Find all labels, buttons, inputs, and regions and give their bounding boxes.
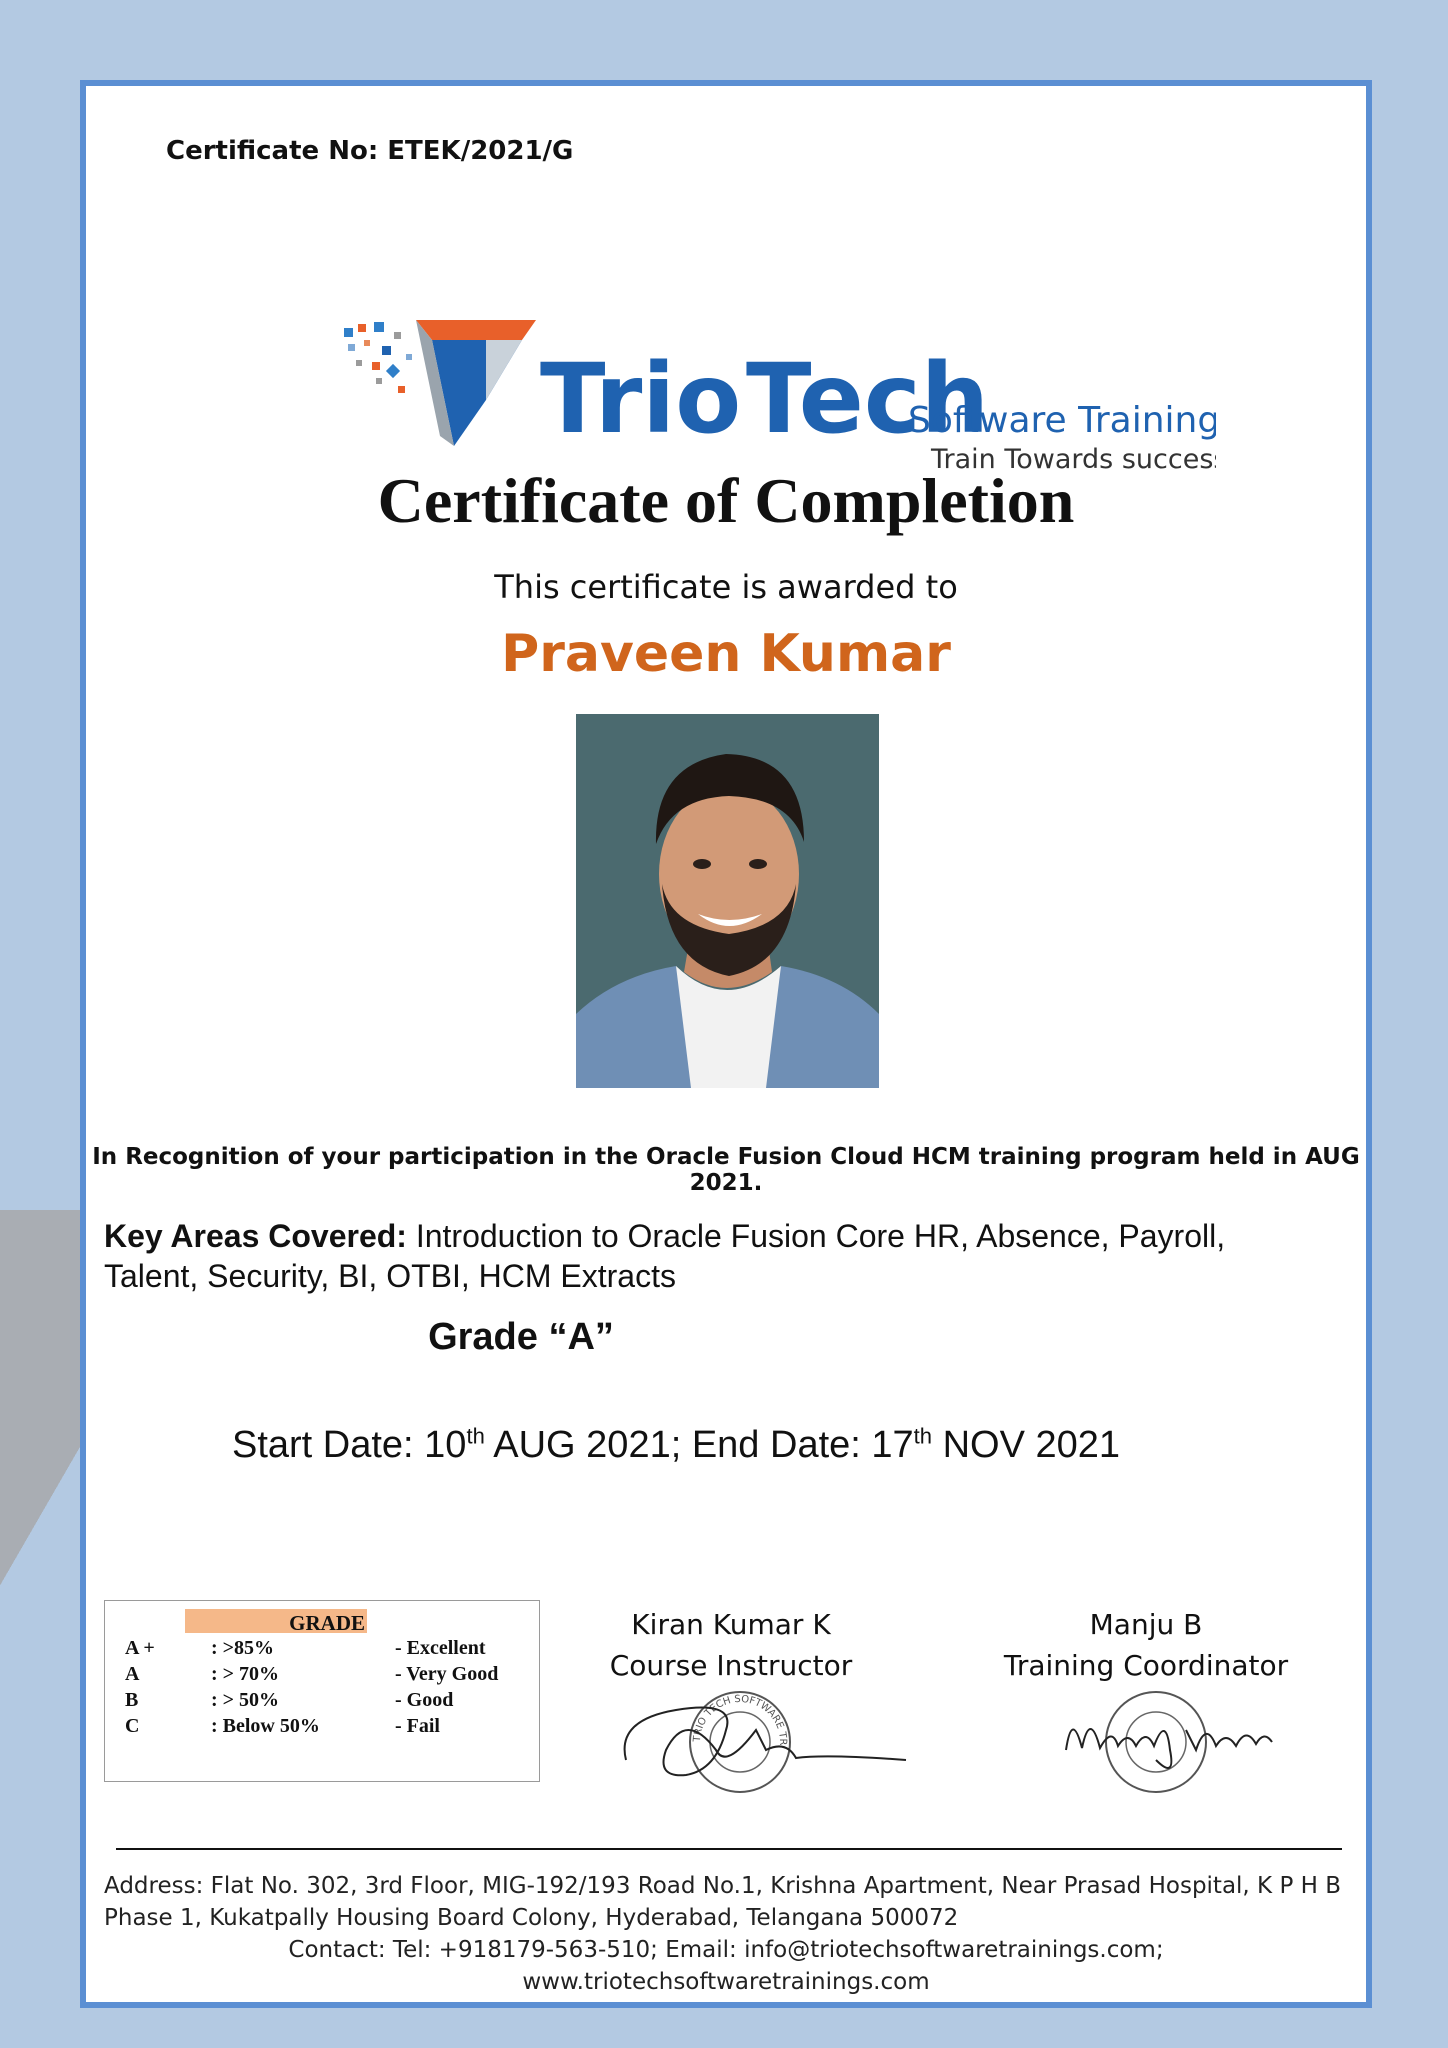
end-date-suffix: th (913, 1423, 933, 1449)
footer-divider (116, 1848, 1342, 1850)
signatory-name: Kiran Kumar K (631, 1608, 831, 1641)
logo-sub-text: Software Trainings (908, 400, 1216, 441)
certificate-number: Certificate No: ETEK/2021/G (166, 136, 574, 166)
start-date-label: Start Date: 10 (231, 1424, 467, 1466)
recognition-statement: In Recognition of your participation in the Oracle Fusion Cloud HCM training program held in AUG 2021. (92, 1144, 1360, 1196)
grade-row: C : Below 50% - Fail (125, 1715, 440, 1737)
signatory-instructor (586, 1604, 876, 1686)
grade-legend-header: GRADE (185, 1609, 367, 1633)
background-shadow (0, 1210, 80, 2010)
signatory-coordinator (996, 1604, 1296, 1686)
coordinator-signature (1046, 1690, 1296, 1800)
svg-text:Tech: Tech (746, 343, 990, 455)
course-dates (86, 1424, 1266, 1467)
contact-details: Contact: Tel: +918179-563-510; Email: info@triotechsoftwaretrainings.com; (288, 1937, 1164, 1963)
grade-awarded: Grade “A” (428, 1316, 614, 1358)
key-areas-covered (104, 1216, 1264, 1296)
signatory-name: Manju B (1089, 1608, 1203, 1641)
grade-row: A + : >85% - Excellent (125, 1637, 486, 1659)
end-date-value: NOV 2021 (932, 1424, 1121, 1466)
footer-contact (86, 1934, 1366, 1998)
stamp-text: TRIO TECH SOFTWARE TR (691, 1693, 789, 1746)
website-link: www.triotechsoftwaretrainings.com (522, 1969, 930, 1995)
footer-address: Address: Flat No. 302, 3rd Floor, MIG-192/193 Road No.1, Krishna Apartment, Near Prasad Hospital, K P H B Phase 1, Kukatpally Housing Board Colony, Hyderabad, Telangana 500072 (104, 1873, 1342, 1931)
signatory-role: Course Instructor (609, 1649, 853, 1682)
grade-legend-table (104, 1600, 540, 1782)
recipient-photo (576, 714, 879, 1088)
logo-tagline: Train Towards success (931, 444, 1216, 475)
start-date-suffix: th (466, 1423, 485, 1449)
certificate-title: Certificate of Completion (377, 465, 1075, 536)
grade-row: B : > 50% - Good (125, 1689, 454, 1711)
key-areas-text: Introduction to Oracle Fusion Core HR, Absence, Payroll, Talent, Security, BI, OTBI, HCM Extracts (104, 1218, 1226, 1294)
trio-tech-logo (336, 236, 1216, 486)
key-areas-label: Key Areas Covered: (104, 1218, 407, 1254)
certificate-sheet (80, 80, 1372, 2008)
signatory-role: Training Coordinator (1003, 1649, 1289, 1682)
logo-brand-text: Trio (540, 343, 742, 455)
awarded-text: This certificate is awarded to (494, 568, 958, 606)
recipient-name: Praveen Kumar (501, 624, 951, 684)
grade-row: A : > 70% - Very Good (125, 1663, 499, 1685)
instructor-signature (616, 1690, 916, 1800)
end-date-label: AUG 2021; End Date: 17 (484, 1424, 914, 1466)
